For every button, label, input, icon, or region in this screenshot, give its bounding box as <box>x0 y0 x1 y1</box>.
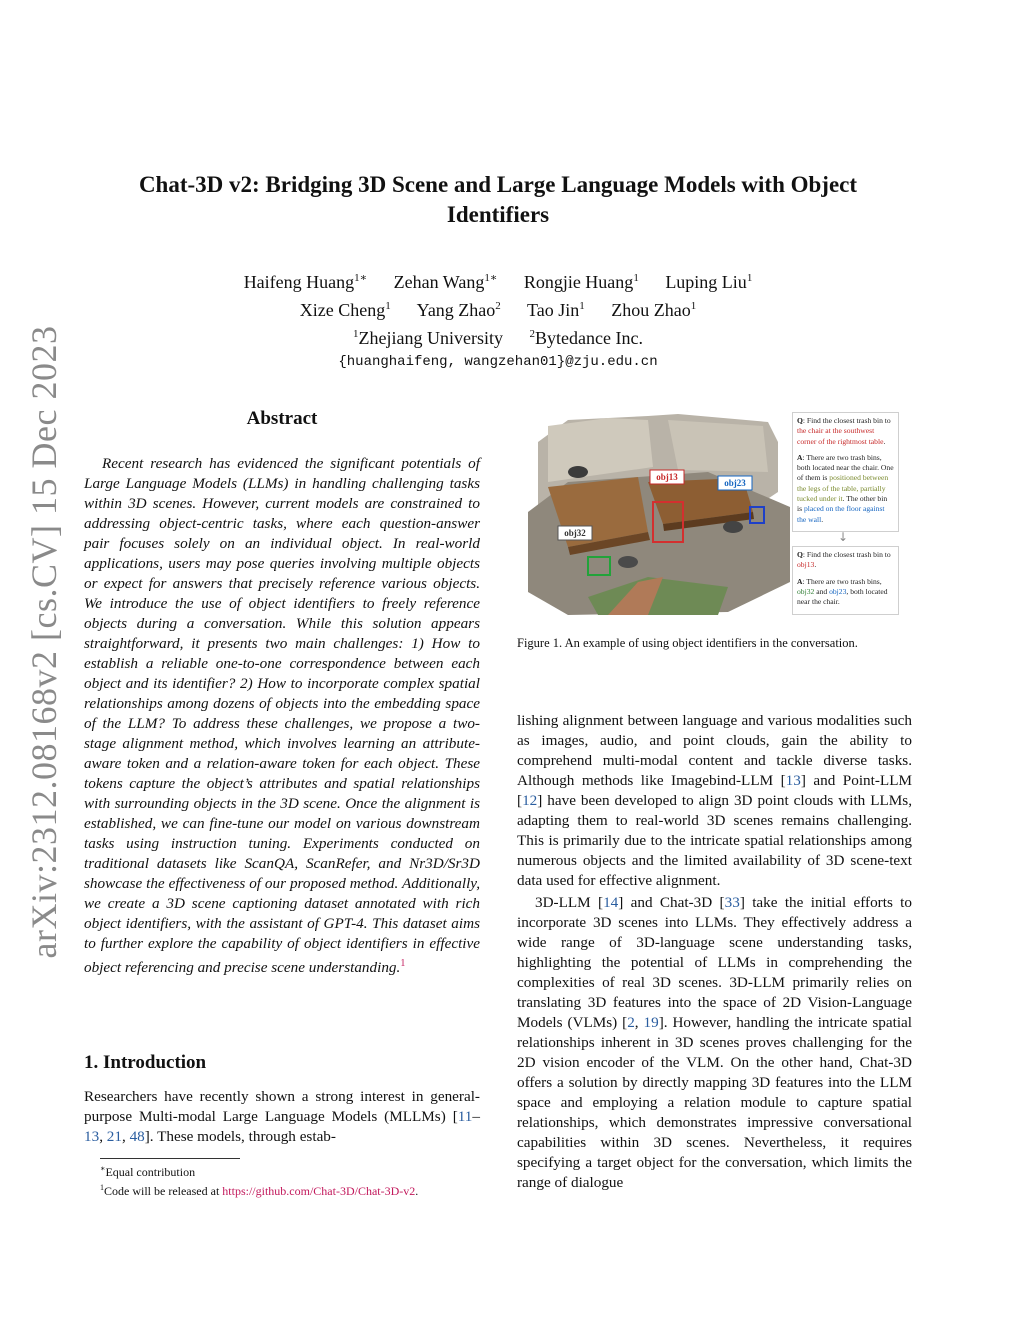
qa-text: . <box>821 514 824 524</box>
section-heading-introduction: 1. Introduction <box>84 1052 207 1073</box>
body-text: ] have been developed to align 3D point clouds with LLMs, adapting them to real-world 3D scenes remains challenging. This is primarily due to the intricate spatial relationships among numerous objects and the limited availability of 3D scene-text data used for effective alignment. <box>517 792 912 889</box>
author-name: Zehan Wang <box>393 272 485 292</box>
body-text: lishing alignment between language and various modalities such as images, audio, and point clouds, gain the ability to comprehend multi-modal content and tackle diverse tasks. Although methods like Imagebind-LLM [ <box>517 712 912 789</box>
author-name: Xize Cheng <box>299 300 386 320</box>
qa-prefix: Q <box>797 416 803 425</box>
author-affiliation-mark: 1 <box>633 272 639 284</box>
title-line-1: Chat-3D v2: Bridging 3D Scene and Large Language Models with Object <box>138 172 858 197</box>
citation-dash: – <box>472 1108 480 1125</box>
intro-text: ]. These models, through estab- <box>144 1128 336 1145</box>
citation-link[interactable]: 12 <box>522 792 538 809</box>
affiliations <box>90 322 906 350</box>
qa-question <box>797 416 894 447</box>
citation-link[interactable]: 13 <box>84 1128 100 1145</box>
qa-highlight: placed on the floor against the wall <box>797 504 885 524</box>
body-text: ] and Point-LLM [ <box>517 772 912 809</box>
author-affiliation-mark: 1 <box>579 300 585 312</box>
citation-link[interactable]: 14 <box>603 894 619 911</box>
footnote-link[interactable]: 1 <box>400 958 406 969</box>
qa-box-without-identifiers <box>792 412 899 532</box>
author-affiliation-mark: 1∗ <box>354 272 368 284</box>
footnote-divider <box>100 1158 240 1159</box>
qa-answer <box>797 453 894 525</box>
author-name: Zhou Zhao <box>611 300 691 320</box>
qa-text: : Find the closest trash bin to <box>802 416 891 425</box>
citation-link[interactable]: 11 <box>457 1108 473 1125</box>
citation-link[interactable]: 2 <box>627 1014 635 1031</box>
qa-text: . <box>814 560 817 570</box>
author-email: {huanghaifeng, wangzehan01}@zju.edu.cn <box>338 354 658 370</box>
footnote-equal <box>100 1161 490 1180</box>
author-affiliation-mark: 1 <box>690 300 697 312</box>
figure-caption: Figure 1. An example of using object identifiers in the conversation. <box>517 636 858 650</box>
figure-1 <box>528 412 900 615</box>
label-obj13: obj13 <box>656 472 678 482</box>
github-link[interactable]: https://github.com/Chat-3D/Chat-3D-v2 <box>222 1184 416 1198</box>
author-name: Tao Jin <box>526 300 580 320</box>
qa-prefix: A <box>797 452 803 462</box>
author-row-2 <box>90 294 906 322</box>
abstract-body <box>84 454 480 978</box>
scene-render <box>528 412 790 615</box>
qa-prefix: Q <box>797 550 803 559</box>
right-column-body <box>517 711 912 1193</box>
citation-link[interactable]: 13 <box>785 772 801 789</box>
qa-prefix: A <box>797 576 803 586</box>
affiliation-2: Bytedance Inc. <box>535 328 643 348</box>
affiliation-mark: 1 <box>353 328 359 340</box>
author-affiliation-mark: 2 <box>495 300 501 312</box>
affiliation-1: Zhejiang University <box>358 328 503 348</box>
author-name: Luping Liu <box>665 272 747 292</box>
author-name: Haifeng Huang <box>243 272 355 292</box>
paper-title <box>90 170 906 230</box>
qa-text: : There are two trash bins, <box>802 576 882 586</box>
author-row-1 <box>90 266 906 294</box>
citation-link[interactable]: 48 <box>129 1128 145 1145</box>
arxiv-stamp: arXiv:2312.08168v2 [cs.CV] 15 Dec 2023 <box>24 325 64 959</box>
body-text: ] and Chat-3D [ <box>618 894 725 911</box>
affiliation-mark: 2 <box>529 328 535 340</box>
author-name: Yang Zhao <box>416 300 496 320</box>
qa-highlight: obj13 <box>797 560 815 570</box>
citation-link[interactable]: 33 <box>724 894 740 911</box>
arrow-down-icon: ↓ <box>838 530 849 544</box>
citation-link[interactable]: 21 <box>106 1128 122 1145</box>
intro-paragraph: Researchers have recently shown a strong interest in general-purpose Multi-modal Large Language Models (MLLMs) [11–13, 21, 48]. These models, through estab- <box>84 1088 480 1145</box>
qa-highlight: obj23 <box>829 586 847 596</box>
body-paragraph-1 <box>517 711 912 891</box>
intro-text: Researchers have recently shown a strong interest in general-purpose Multi-modal Large Language Models (MLLMs) [ <box>84 1088 480 1125</box>
citation-link[interactable]: 19 <box>643 1014 659 1031</box>
author-name: Rongjie Huang <box>523 272 634 292</box>
author-affiliation-mark: 1 <box>746 272 753 284</box>
body-text: ] take the initial efforts to incorporate 3D scenes into LLMs. They effectively address a wide range of 3D-language scene understanding tasks, highlighting the potential of LLMs in comprehending the complexities of real 3D scenes. 3D-LLM primarily relies on translating 3D features into the space of 2D Vision-Language Models (VLMs) [ <box>517 894 912 1031</box>
author-affiliation-mark: 1 <box>385 300 391 312</box>
qa-text: . <box>883 436 886 446</box>
qa-box-with-identifiers <box>792 546 899 615</box>
label-obj23: obj23 <box>724 478 746 488</box>
body-paragraph-2: 3D-LLM [14] and Chat-3D [33] take the initial efforts to incorporate 3D scenes into LLMs. They effectively address a wide range of 3D-language scene understanding tasks, highlighting the potential of LLMs in comprehending the complexities of real 3D scenes. 3D-LLM primarily relies on translating 3D features into the space of 2D Vision-Language Models (VLMs) [2, 19]. However, handling the intricate spatial relationships inherent in 3D scenes proves challenging for the 2D vision encoder of the VLM. On the other hand, Chat-3D offers a solution by directly mapping 3D features into the LLM space and employing a relation module to capture spatial relationships, which demonstrates impressive conversational capabilities within 3D scenes. Nevertheless, it requires specifying a target object for the conversation, which limits the range of dialogue <box>517 894 912 1191</box>
qa-answer <box>797 577 894 608</box>
label-obj32: obj32 <box>564 528 586 538</box>
qa-question <box>797 550 894 571</box>
footnote-code <box>100 1180 490 1199</box>
author-affiliation-mark: 1∗ <box>484 272 498 284</box>
footnotes <box>100 1161 490 1199</box>
qa-text: , both located near the chair. <box>797 586 888 607</box>
qa-highlight: positioned between the legs of the table, partially tucked under it <box>797 473 889 504</box>
qa-highlight: obj32 <box>797 586 815 596</box>
footnote-mark: ∗ <box>100 1164 106 1173</box>
qa-text: : There are two trash bins, both located near the chair. One of them is <box>797 452 894 483</box>
footnote-text: . <box>415 1184 419 1198</box>
footnote-mark: 1 <box>100 1183 104 1192</box>
body-text: 3D-LLM [ <box>535 894 604 911</box>
author-block <box>90 266 906 374</box>
title-line-2: Identifiers <box>446 202 550 227</box>
qa-highlight: the chair at the southwest corner of the rightmost table <box>797 426 884 446</box>
footnote-text: Code will be released at <box>104 1184 223 1198</box>
qa-text: . The other bin is <box>797 494 888 514</box>
body-text: ]. However, handling the intricate spatial relationships inherent in 3D scenes proves challenging for the 2D vision encoder of the VLM. On the other hand, Chat-3D offers a solution by directly mapping 3D features into the LLM space and employing a relation module to capture spatial relationships, which demonstrates impressive conversational capabilities within 3D scenes. Nevertheless, it requires specifying a target object for the conversation, which limits the range of dialogue <box>517 1014 912 1191</box>
footnote-text: Equal contribution <box>105 1165 196 1179</box>
abstract-heading: Abstract <box>246 408 318 429</box>
qa-text: : Find the closest trash bin to <box>802 550 891 559</box>
abstract-text: Recent research has evidenced the significant potentials of Large Language Models (LLMs) in handling challenging tasks within 3D scenes. However, current models are constrained to addressing object-centric tasks, where each question-answer pair focuses solely on an individual object. In real-world applications, users may pose queries involving multiple objects or expect for answers that precisely reference various objects. We introduce the use of object identifiers to freely reference objects during a conversation. While this solution appears straightforward, it presents two main challenges: 1) How to establish a reliable one-to-one correspondence between each object and its identifier? 2) How to incorporate complex spatial relationships among dozens of objects into the embedding space of the LLM? To address these challenges, we propose a two-stage alignment method, which involves learning an attribute-aware token and a relation-aware token for each object. These tokens capture the object’s attributes and spatial relationships with surrounding objects in the 3D scene. Once the alignment is established, we can fine-tune our model on various downstream tasks using instruction tuning. Experiments conducted on traditional datasets like ScanQA, ScanRefer, and Nr3D/Sr3D showcase the effectiveness of our proposed method. Additionally, we create a 3D scene captioning dataset annotated with rich object identifiers, with the assistant of GPT-4. This dataset aims to further explore the capability of object identifiers in effective object referencing and precise scene understanding. <box>84 455 480 977</box>
qa-text: and <box>814 586 830 596</box>
